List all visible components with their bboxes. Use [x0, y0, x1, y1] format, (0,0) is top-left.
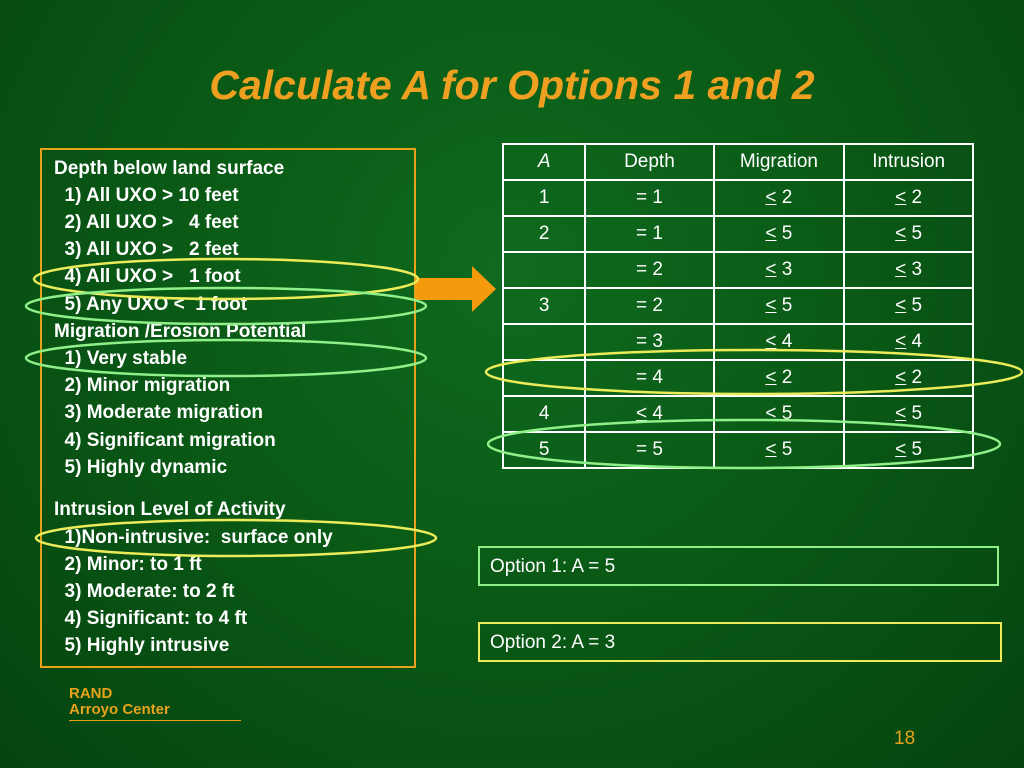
cell-migration: < 2	[714, 360, 845, 396]
criteria-line: 2) Minor: to 1 ft	[54, 554, 202, 575]
cell-intrusion: < 5	[844, 288, 973, 324]
cell-a: 1	[503, 180, 585, 216]
table-row	[503, 324, 973, 360]
cell-depth: = 5	[585, 432, 713, 468]
cell-intrusion: < 5	[844, 396, 973, 432]
cell-migration: < 5	[714, 216, 845, 252]
table-row	[503, 252, 973, 288]
logo-underline	[69, 720, 241, 721]
criteria-line: 5) Any UXO < 1 foot	[54, 294, 248, 315]
option-2-box: Option 2: A = 3	[478, 622, 1002, 662]
cell-migration: < 2	[714, 180, 845, 216]
criteria-line: Migration /Erosion Potential	[54, 321, 307, 342]
criteria-panel	[40, 148, 416, 668]
cell-a	[503, 324, 585, 360]
criteria-line: 1)Non-intrusive: surface only	[54, 527, 333, 548]
criteria-line: 5) Highly dynamic	[54, 457, 228, 478]
cell-migration: < 5	[714, 288, 845, 324]
cell-intrusion: < 5	[844, 432, 973, 468]
criteria-line: 2) Minor migration	[54, 375, 231, 396]
cell-intrusion: < 5	[844, 216, 973, 252]
slide-title: Calculate A for Options 1 and 2	[209, 62, 815, 108]
cell-depth: = 4	[585, 360, 713, 396]
cell-a	[503, 252, 585, 288]
criteria-line: Intrusion Level of Activity	[54, 499, 286, 520]
criteria-line: 3) All UXO > 2 feet	[54, 239, 239, 260]
options-table	[502, 143, 974, 469]
cell-a: 4	[503, 396, 585, 432]
header-migration: Migration	[714, 144, 845, 180]
cell-a	[503, 360, 585, 396]
header-depth: Depth	[585, 144, 713, 180]
criteria-line: 4) All UXO > 1 foot	[54, 266, 241, 287]
cell-depth: < 4	[585, 396, 713, 432]
cell-intrusion: < 2	[844, 360, 973, 396]
criteria-line: 3) Moderate: to 2 ft	[54, 581, 235, 602]
cell-migration: < 3	[714, 252, 845, 288]
table-row	[503, 360, 973, 396]
cell-intrusion: < 4	[844, 324, 973, 360]
table-row	[503, 216, 973, 252]
page-number: 18	[894, 728, 916, 749]
criteria-line: 1) All UXO > 10 feet	[54, 185, 239, 206]
cell-migration: < 5	[714, 432, 845, 468]
cell-intrusion: < 2	[844, 180, 973, 216]
cell-depth: = 1	[585, 216, 713, 252]
criteria-line: 1) Very stable	[54, 348, 188, 369]
cell-depth: = 3	[585, 324, 713, 360]
criteria-line: 5) Highly intrusive	[54, 635, 230, 656]
table-row	[503, 180, 973, 216]
criteria-line: 3) Moderate migration	[54, 402, 264, 423]
org-line-2: Arroyo Center	[69, 701, 170, 718]
cell-migration: < 5	[714, 396, 845, 432]
table-row	[503, 288, 973, 324]
header-a: A	[503, 144, 585, 180]
cell-a: 5	[503, 432, 585, 468]
criteria-line: 2) All UXO > 4 feet	[54, 212, 239, 233]
table-row	[503, 432, 973, 468]
table-header-row	[503, 144, 973, 180]
cell-a: 2	[503, 216, 585, 252]
cell-intrusion: < 3	[844, 252, 973, 288]
criteria-line: 4) Significant: to 4 ft	[54, 608, 248, 629]
right-arrow-icon	[416, 266, 498, 312]
criteria-line: Depth below land surface	[54, 158, 285, 179]
cell-depth: = 1	[585, 180, 713, 216]
org-logo-text	[69, 686, 170, 718]
cell-migration: < 4	[714, 324, 845, 360]
cell-depth: = 2	[585, 252, 713, 288]
criteria-line: 4) Significant migration	[54, 430, 276, 451]
org-line-1: RAND	[69, 685, 113, 702]
cell-depth: = 2	[585, 288, 713, 324]
table-row	[503, 396, 973, 432]
cell-a: 3	[503, 288, 585, 324]
option-1-box: Option 1: A = 5	[478, 546, 999, 586]
header-intrusion: Intrusion	[844, 144, 973, 180]
